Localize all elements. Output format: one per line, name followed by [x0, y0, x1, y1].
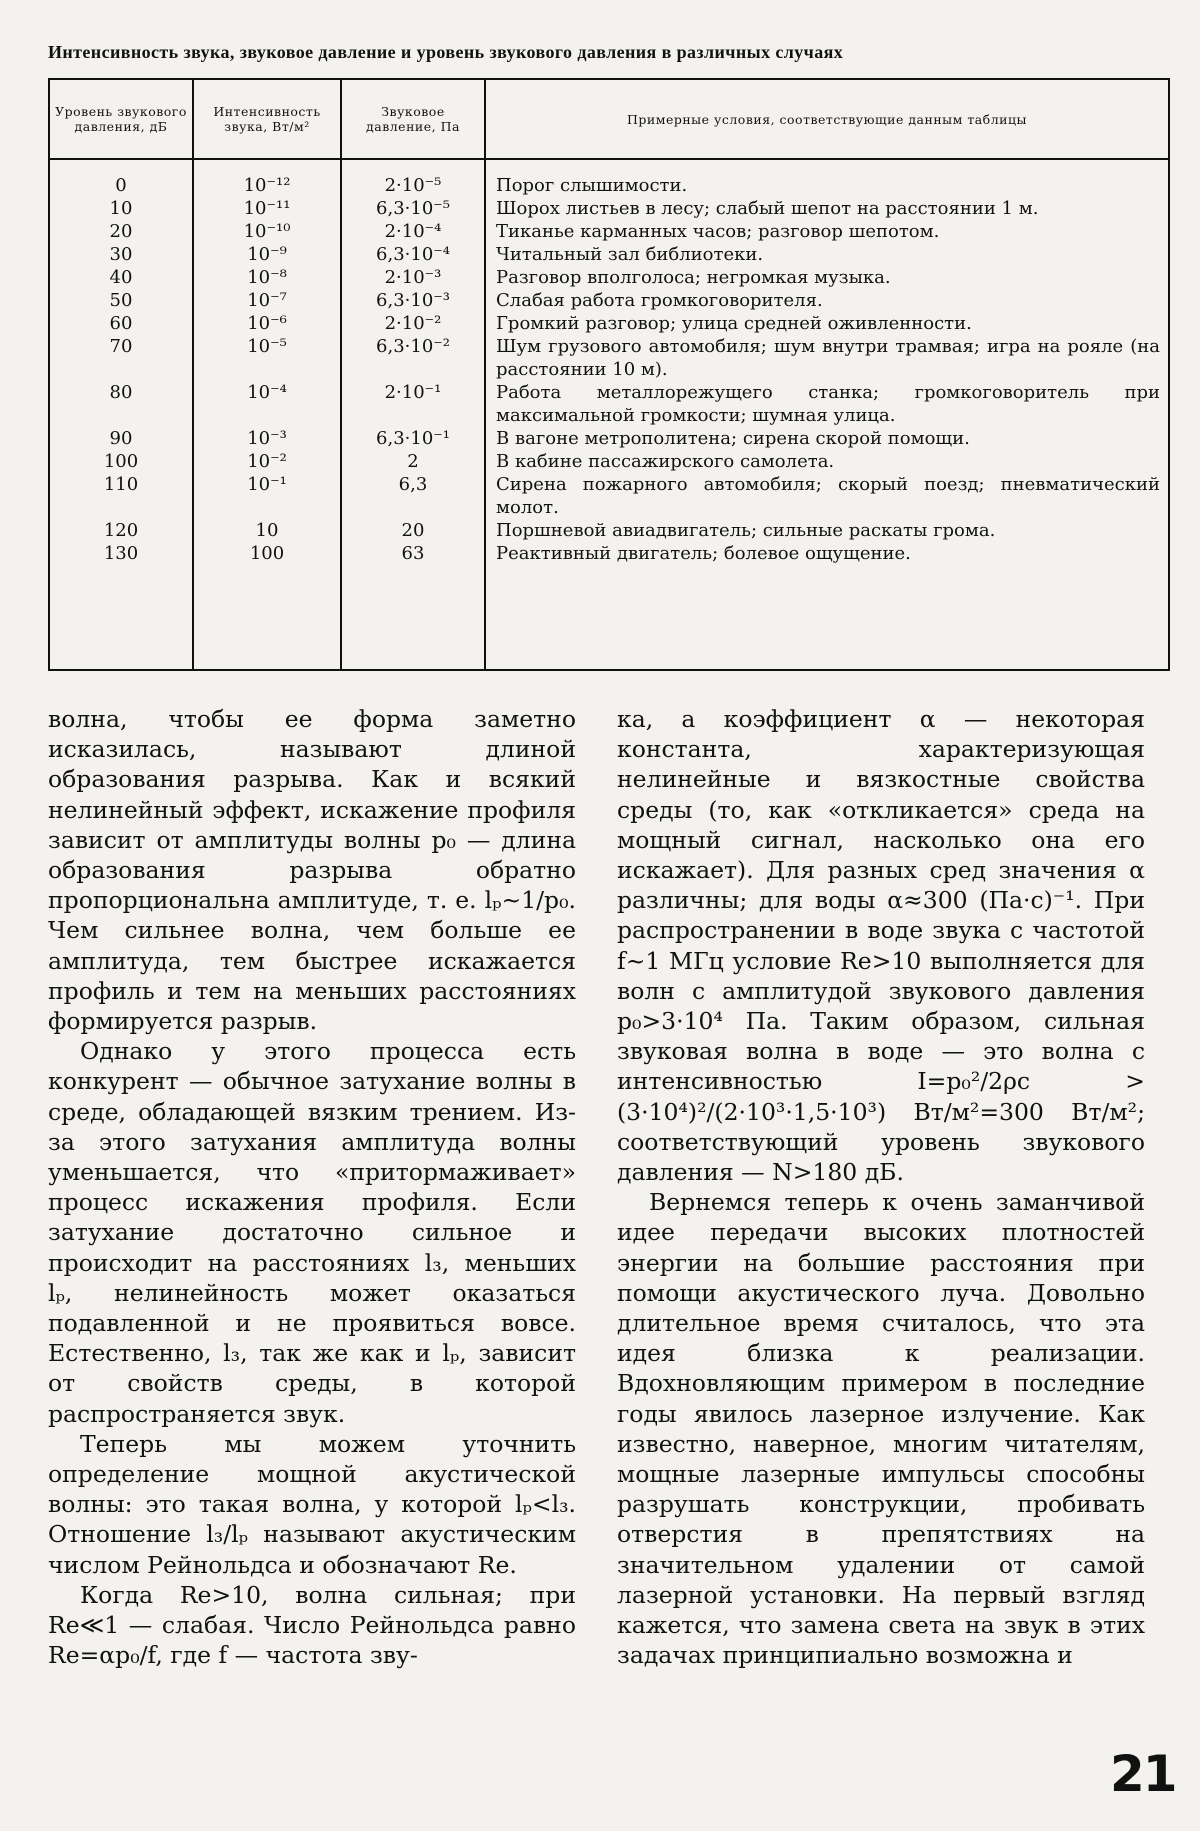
cell-level: 120 — [49, 519, 193, 542]
cell-intensity: 10⁻⁶ — [193, 312, 341, 335]
table-row — [49, 197, 1169, 220]
table-caption: Интенсивность звука, звуковое давление и уровень звукового давления в различных случаях — [48, 42, 844, 62]
cell-intensity: 10⁻⁸ — [193, 266, 341, 289]
cell-pressure: 6,3·10⁻³ — [341, 289, 485, 312]
paragraph: волна, чтобы ее форма заметно исказилась, называют длиной образования разрыва. Как и всякий нелинейный эффект, искажение профиля зависит от амплитуды волны p₀ — длина образования разрыва обратно пропорциональна амплитуде, т. е. lₚ~1/p₀. Чем сильнее волна, чем больше ее амплитуда, тем быстрее искажается профиль и тем на меньших расстояниях формируется разрыв. — [48, 705, 576, 1036]
cell-pressure: 2·10⁻² — [341, 312, 485, 335]
paragraph: Однако у этого процесса есть конкурент — обычное затухание волны в среде, обладающей вязким трением. Из-за этого затухания амплитуда волны уменьшается, что «притормаживает» процесс искажения профиля. Если затухание достаточно сильное и происходит на расстояниях l₃, меньших lₚ, нелинейность может оказаться подавленной и не проявиться вовсе. Естественно, l₃, так же как и lₚ, зависит от свойств среды, в которой распространяется звук. — [48, 1037, 576, 1428]
table-row — [49, 519, 1169, 542]
cell-level: 90 — [49, 427, 193, 450]
table-row — [49, 427, 1169, 450]
cell-conditions: Поршневой авиадвигатель; сильные раскаты грома. — [485, 519, 1169, 542]
cell-conditions: В кабине пассажирского самолета. — [485, 450, 1169, 473]
cell-intensity: 10⁻⁹ — [193, 243, 341, 266]
cell-conditions: Разговор вполголоса; негромкая музыка. — [485, 266, 1169, 289]
cell-level: 110 — [49, 473, 193, 519]
left-text-column — [48, 704, 576, 1671]
header-intensity: Интенсивность звука, Вт/м² — [193, 79, 341, 159]
cell-pressure: 2·10⁻⁵ — [341, 159, 485, 197]
table-row — [49, 312, 1169, 335]
paragraph: Когда Re>10, волна сильная; при Re≪1 — слабая. Число Рейнольдса равно Re=αp₀/f, где f — частота зву- — [48, 1580, 576, 1670]
cell-conditions: Громкий разговор; улица средней оживленности. — [485, 312, 1169, 335]
header-pressure: Звуковое давление, Па — [341, 79, 485, 159]
cell-intensity: 10⁻⁷ — [193, 289, 341, 312]
cell-conditions: Порог слышимости. — [485, 159, 1169, 197]
table-row — [49, 381, 1169, 427]
cell-intensity: 10⁻² — [193, 450, 341, 473]
cell-intensity: 10⁻³ — [193, 427, 341, 450]
cell-level: 130 — [49, 542, 193, 670]
cell-intensity: 10⁻⁵ — [193, 335, 341, 381]
table-row — [49, 335, 1169, 381]
cell-pressure: 2·10⁻¹ — [341, 381, 485, 427]
table-row — [49, 159, 1169, 197]
cell-conditions: Работа металлорежущего станка; громкоговоритель при максимальной громкости; шумная улица. — [485, 381, 1169, 427]
cell-conditions: Шум грузового автомобиля; шум внутри трамвая; игра на рояле (на расстоянии 10 м). — [485, 335, 1169, 381]
cell-conditions: Реактивный двигатель; болевое ощущение. — [485, 542, 1169, 670]
cell-pressure: 6,3·10⁻² — [341, 335, 485, 381]
cell-level: 10 — [49, 197, 193, 220]
cell-pressure: 6,3·10⁻¹ — [341, 427, 485, 450]
cell-intensity: 10⁻¹² — [193, 159, 341, 197]
cell-level: 80 — [49, 381, 193, 427]
header-conditions: Примерные условия, соответствующие данным таблицы — [485, 79, 1169, 159]
sound-levels-table — [48, 78, 1170, 671]
cell-pressure: 63 — [341, 542, 485, 670]
cell-level: 0 — [49, 159, 193, 197]
cell-pressure: 2 — [341, 450, 485, 473]
paragraph: Вернемся теперь к очень заманчивой идее передачи высоких плотностей энергии на большие расстояния при помощи акустического луча. Довольно длительное время считалось, что эта идея близка к реализации. Вдохновляющим примером в последние годы явилось лазерное излучение. Как известно, наверное, многим читателям, мощные лазерные импульсы способны разрушать конструкции, пробивать отверстия в препятствиях на значительном удалении от самой лазерной установки. На первый взгляд кажется, что замена света на звук в этих задачах принципиально возможна и — [617, 1188, 1145, 1670]
cell-intensity: 10⁻¹⁰ — [193, 220, 341, 243]
cell-level: 20 — [49, 220, 193, 243]
table-row — [49, 266, 1169, 289]
cell-conditions: Сирена пожарного автомобиля; скорый поезд; пневматический молот. — [485, 473, 1169, 519]
cell-intensity: 10⁻⁴ — [193, 381, 341, 427]
cell-conditions: Читальный зал библиотеки. — [485, 243, 1169, 266]
cell-pressure: 2·10⁻⁴ — [341, 220, 485, 243]
table-header-row — [49, 79, 1169, 159]
cell-intensity: 100 — [193, 542, 341, 670]
cell-conditions: В вагоне метрополитена; сирена скорой помощи. — [485, 427, 1169, 450]
cell-level: 60 — [49, 312, 193, 335]
right-text-column — [617, 704, 1145, 1671]
cell-pressure: 6,3·10⁻⁴ — [341, 243, 485, 266]
header-level: Уровень звукового давления, дБ — [49, 79, 193, 159]
cell-level: 100 — [49, 450, 193, 473]
cell-pressure: 6,3·10⁻⁵ — [341, 197, 485, 220]
paragraph: Теперь мы можем уточнить определение мощной акустической волны: это такая волна, у которой lₚ<l₃. Отношение l₃/lₚ называют акустическим числом Рейнольдса и обозначают Re. — [48, 1429, 576, 1579]
cell-level: 70 — [49, 335, 193, 381]
cell-level: 40 — [49, 266, 193, 289]
page-number: 21 — [1110, 1745, 1176, 1803]
paragraph: ка, а коэффициент α — некоторая константа, характеризующая нелинейные и вязкостные свойства среды (то, как «откликается» среда на мощный сигнал, насколько она его искажает). Для разных сред значения α различны; для воды α≈300 (Па·с)⁻¹. При распространении в воде звука с частотой f~1 МГц условие Re>10 выполняется для волн с амплитудой звукового давления p₀>3·10⁴ Па. Таким образом, сильная звуковая волна в воде — это волна с интенсивностью I=p₀²/2ρc > (3·10⁴)²/(2·10³·1,5·10³) Вт/м²=300 Вт/м²; соответствующий уровень звукового давления — N>180 дБ. — [617, 705, 1145, 1187]
cell-pressure: 6,3 — [341, 473, 485, 519]
cell-level: 30 — [49, 243, 193, 266]
cell-conditions: Тиканье карманных часов; разговор шепотом. — [485, 220, 1169, 243]
table-row — [49, 450, 1169, 473]
table-row — [49, 542, 1169, 670]
cell-pressure: 20 — [341, 519, 485, 542]
cell-intensity: 10 — [193, 519, 341, 542]
table-row — [49, 220, 1169, 243]
cell-pressure: 2·10⁻³ — [341, 266, 485, 289]
cell-intensity: 10⁻¹¹ — [193, 197, 341, 220]
cell-level: 50 — [49, 289, 193, 312]
table-row — [49, 473, 1169, 519]
cell-conditions: Шорох листьев в лесу; слабый шепот на расстоянии 1 м. — [485, 197, 1169, 220]
table-row — [49, 289, 1169, 312]
cell-intensity: 10⁻¹ — [193, 473, 341, 519]
table-row — [49, 243, 1169, 266]
cell-conditions: Слабая работа громкоговорителя. — [485, 289, 1169, 312]
